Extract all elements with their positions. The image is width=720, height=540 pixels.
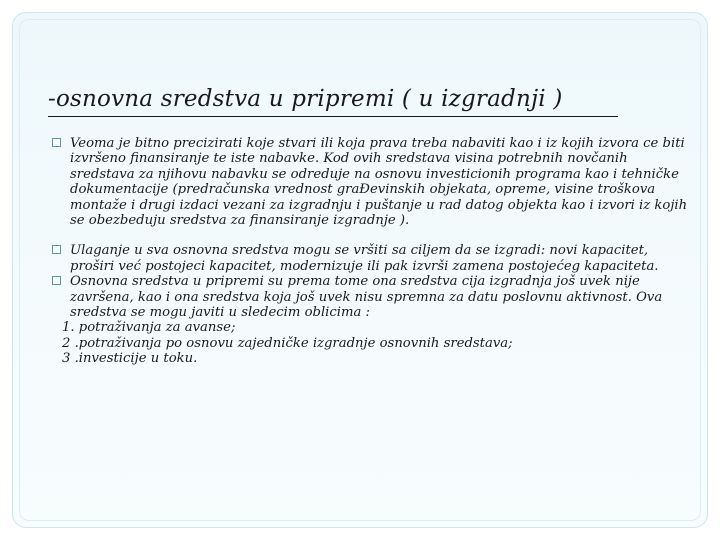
bullet-paragraph-3 xyxy=(50,274,690,320)
numbered-item-1: 1. potraživanja za avanse; xyxy=(62,320,236,336)
bullet-paragraph-1 xyxy=(50,136,690,228)
slide-title: -osnovna sredstva u pripremi ( u izgradnji ) xyxy=(48,86,563,112)
bullet-square-icon xyxy=(52,245,61,254)
bullet-square-icon xyxy=(52,138,61,147)
title-underline xyxy=(48,116,618,117)
bullet-paragraph-2 xyxy=(50,243,690,274)
paragraph-text: Ulaganje u sva osnovna sredstva mogu se vršiti sa ciljem da se izgradi: novi kapacitet, proširi već postojeci kapacitet, modernizuje ili pak izvrši zamena postojećeg kapaciteta. xyxy=(70,243,659,274)
numbered-item-3: 3 .investicije u toku. xyxy=(62,351,198,367)
slide-body xyxy=(50,136,690,367)
paragraph-text: Osnovna sredstva u pripremi su prema tome ona sredstva cija izgradnja još uvek nije završena, kao i ona sredstva koja još uvek nisu spremna za datu poslovnu aktivnost. Ova sredstva se mogu javiti u sledecim oblicima : xyxy=(70,274,663,321)
bullet-square-icon xyxy=(52,276,61,285)
numbered-item-2: 2 .potraživanja po osnovu zajedničke izgradnje osnovnih sredstava; xyxy=(62,335,513,351)
paragraph-text: Veoma je bitno precizirati koje stvari ili koja prava treba nabaviti kao i iz kojih izvora ce biti izvršeno finansiranje te iste nabavke. Kod ovih sredstava visina potrebnih novčanih sredstava za njihovu nabavku se odreduje na osnovu investicionih programa kao i tehničke dokumentacije (predračunska vrednost graĐevinskih objekata, opreme, visine troškova montaže i drugi izdaci vezani za izgradnju i puštanje u rad datog objekta kao i izvori iz kojih se obezbeduju sredstva za finansiranje izgradnje ). xyxy=(70,136,688,229)
